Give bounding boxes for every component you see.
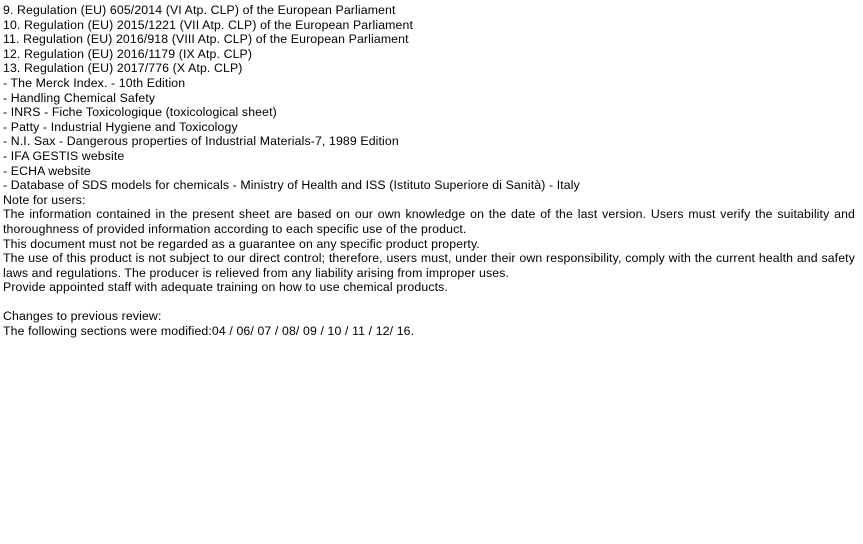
reference-item: 9. Regulation (EU) 605/2014 (VI Atp. CLP) of the European Parliament xyxy=(3,3,396,17)
reference-item: - Handling Chemical Safety xyxy=(3,90,156,105)
note-paragraph: The information contained in the present sheet are based on our own knowledge on the date of the last version. Users must verify the suitability and thoroughness of provided information according to each specific use of the product. xyxy=(3,207,859,236)
paragraph-spacer xyxy=(3,295,855,310)
reference-item: 11. Regulation (EU) 2016/918 (VIII Atp. CLP) of the European Parliament xyxy=(3,32,409,47)
reference-item: - N.I. Sax - Dangerous properties of Industrial Materials-7, 1989 Edition xyxy=(3,134,399,149)
reference-item: 10. Regulation (EU) 2015/1221 (VII Atp. CLP) of the European Parliament xyxy=(3,17,413,32)
reference-item: 13. Regulation (EU) 2017/776 (X Atp. CLP) xyxy=(3,61,243,76)
reference-item: - ECHA website xyxy=(3,163,91,178)
note-heading: Note for users: xyxy=(3,192,86,207)
note-paragraph: Provide appointed staff with adequate training on how to use chemical products. xyxy=(3,280,448,295)
reference-item: - The Merck Index. - 10th Edition xyxy=(3,75,186,90)
reference-item: - Patty - Industrial Hygiene and Toxicology xyxy=(3,119,238,134)
reference-item: 12. Regulation (EU) 2016/1179 (IX Atp. CLP) xyxy=(3,46,253,61)
note-paragraph: This document must not be regarded as a guarantee on any specific product property. xyxy=(3,236,480,251)
reference-item: - Database of SDS models for chemicals - Ministry of Health and ISS (Istituto Superiore di Sanità) - Italy xyxy=(3,178,580,193)
changes-text: The following sections were modified:04 / 06/ 07 / 08/ 09 / 10 / 11 / 12/ 16. xyxy=(3,324,415,339)
changes-heading: Changes to previous review: xyxy=(3,309,162,324)
reference-item: - INRS - Fiche Toxicologique (toxicological sheet) xyxy=(3,105,277,120)
note-paragraph: The use of this product is not subject to our direct control; therefore, users must, under their own responsibility, comply with the current health and safety laws and regulations. The producer is relieved from any liability arising from improper uses. xyxy=(3,251,859,280)
reference-item: - IFA GESTIS website xyxy=(3,148,125,163)
